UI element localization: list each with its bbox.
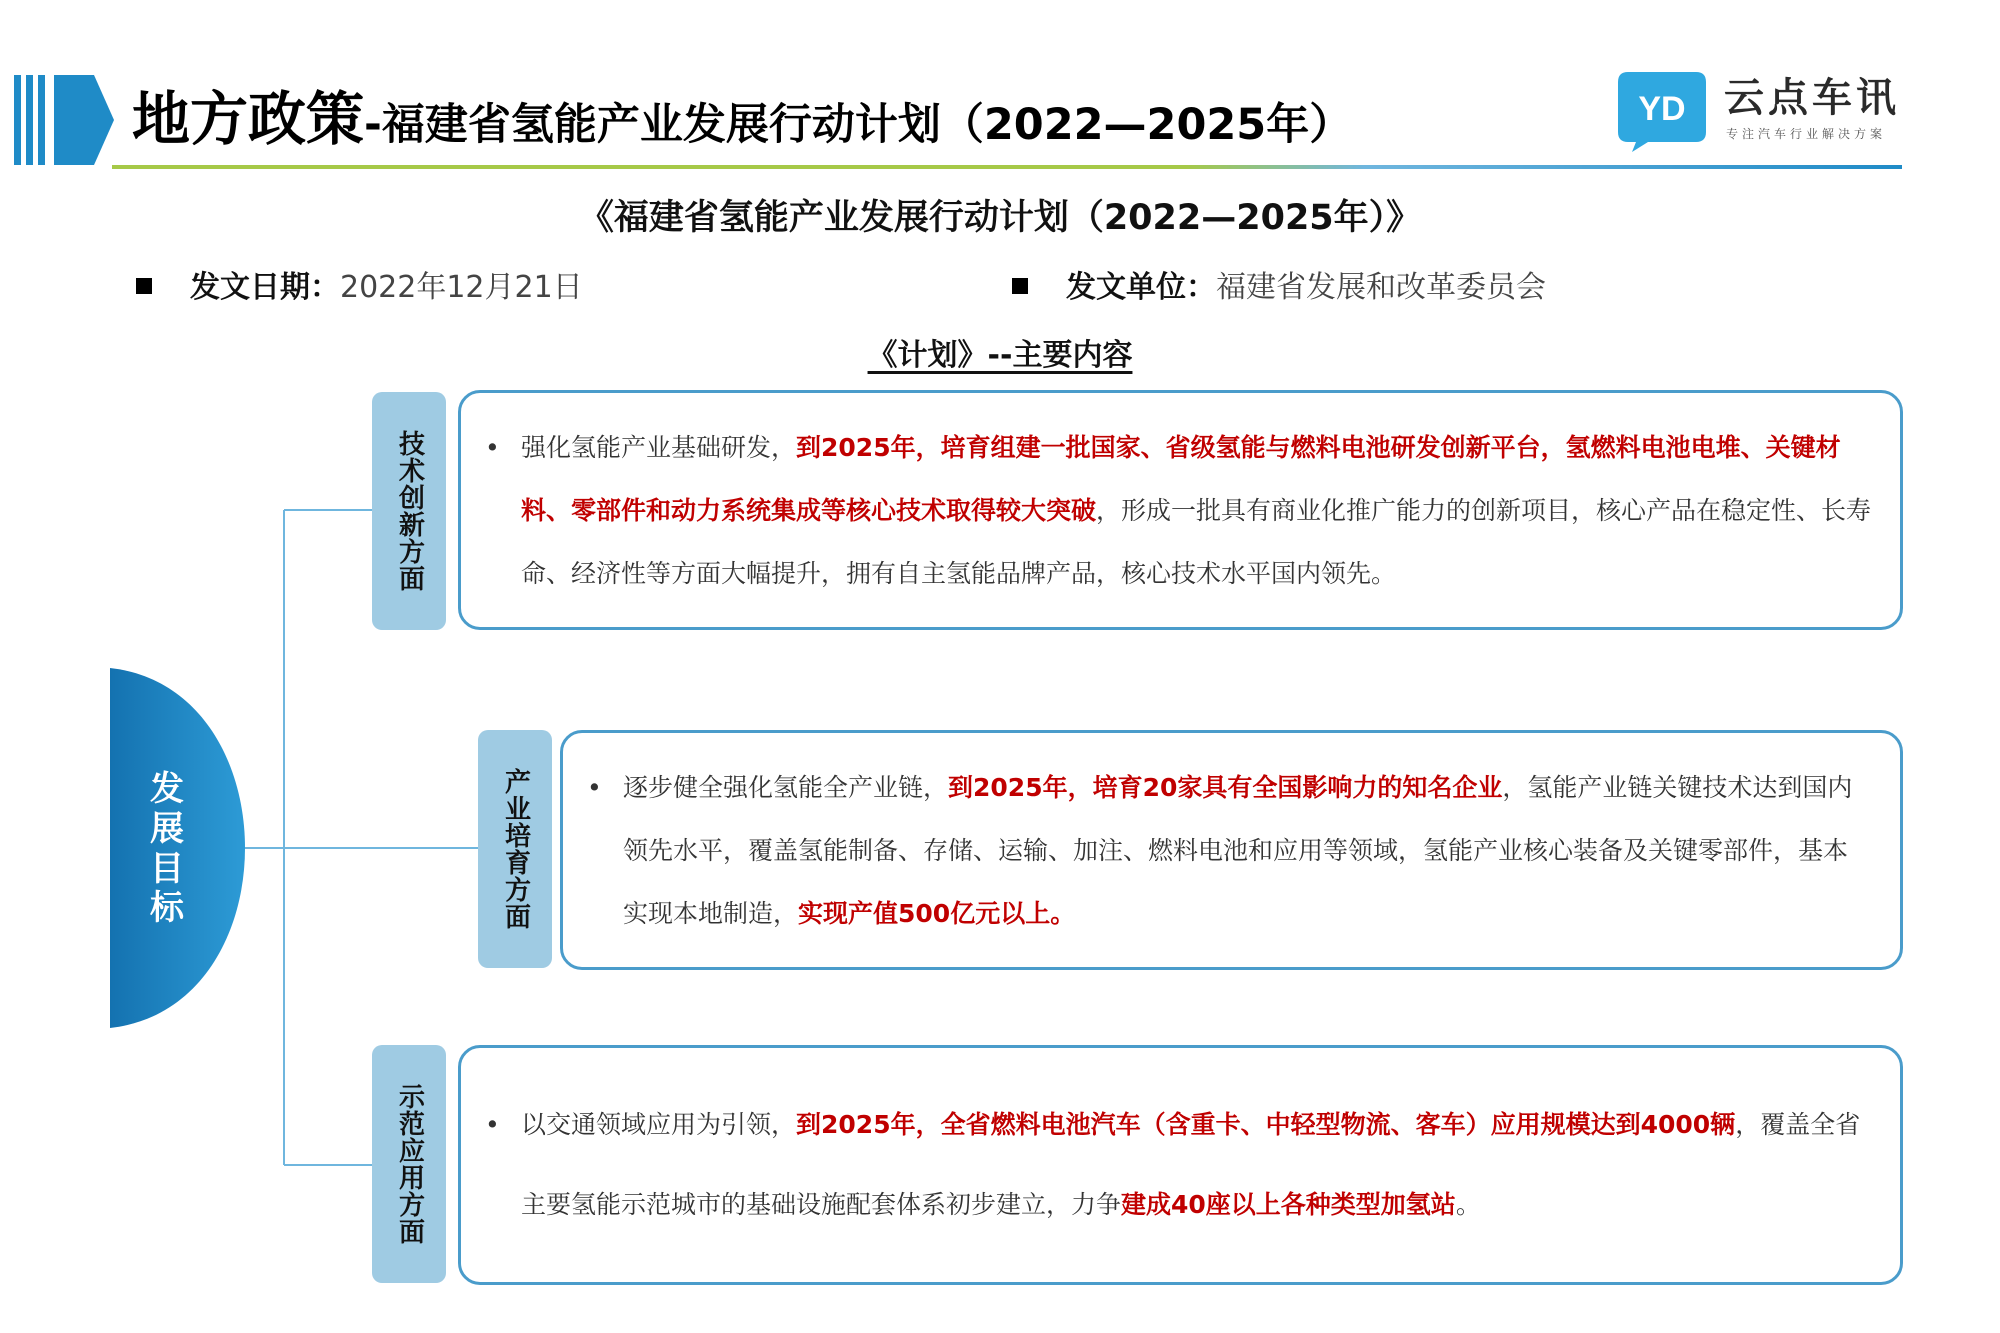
- highlight-segment: 建成40座以上各种类型加氢站: [1121, 1190, 1456, 1219]
- content-box-demonstration: [458, 1045, 1903, 1285]
- content-box-industry-cultivation: [560, 730, 1903, 970]
- logo-name: 云点车讯: [1724, 75, 1900, 121]
- highlight-segment: 到2025年，全省燃料电池汽车（含重卡、中轻型物流、客车）应用规模达到4000辆: [796, 1110, 1736, 1139]
- content-text-demonstration: [521, 1085, 1872, 1245]
- text-segment: ，覆盖全省主要氢能示范城市的基础设施配套体系初步建立，力争: [521, 1110, 1861, 1219]
- highlight-segment: 到2025年，培育20家具有全国影响力的知名企业: [948, 772, 1503, 802]
- logo-mark-text: YD: [1638, 90, 1686, 128]
- logo-tagline: 专注汽车行业解决方案: [1726, 127, 1887, 141]
- section-heading-text: 《计划》--主要内容: [867, 338, 1133, 373]
- category-label-tech-innovation: 技术创新方面: [372, 392, 446, 630]
- highlight-segment: 实现产值500亿元以上。: [798, 898, 1076, 928]
- issuing-unit-value: 福建省发展和改革委员会: [1216, 270, 1546, 305]
- text-segment: 强化氢能产业基础研发，: [521, 432, 797, 462]
- text-segment: 以交通领域应用为引领，: [521, 1110, 797, 1139]
- content-text-tech-innovation: [521, 416, 1872, 605]
- page-title-sub: -福建省氢能产业发展行动计划（2022—2025年）: [364, 100, 1353, 150]
- issue-date-label: 发文日期：: [190, 270, 340, 305]
- text-segment: 。: [1455, 1190, 1481, 1219]
- category-label-industry-cultivation: 产业培育方面: [478, 730, 552, 968]
- issue-date-value: 2022年12月21日: [340, 270, 583, 305]
- page-title-main: 地方政策: [132, 85, 365, 153]
- content-text-industry-cultivation: [623, 756, 1872, 945]
- issuing-unit-label: 发文单位：: [1066, 270, 1216, 305]
- document-title: 《福建省氢能产业发展行动计划（2022—2025年）》: [578, 198, 1422, 238]
- text-segment: ，氢能产业链关键技术达到国内领先水平，覆盖氢能制备、存储、运输、加注、燃料电池和应用等领域，氢能产业核心装备及关键零部件，基本实现本地制造，: [623, 772, 1853, 928]
- content-box-tech-innovation: [458, 390, 1903, 630]
- highlight-segment: 到2025年，培育组建一批国家、省级氢能与燃料电池研发创新平台，氢燃料电池电堆、关键材料、零部件和动力系统集成等核心技术取得较大突破: [521, 432, 1841, 525]
- text-segment: ，形成一批具有商业化推广能力的创新项目，核心产品在稳定性、长寿命、经济性等方面大幅提升，拥有自主氢能品牌产品，核心技术水平国内领先。: [521, 495, 1872, 588]
- development-goal-label: 发展目标: [150, 769, 184, 929]
- category-label-demonstration: 示范应用方面: [372, 1045, 446, 1283]
- text-segment: 逐步健全强化氢能全产业链，: [623, 772, 949, 802]
